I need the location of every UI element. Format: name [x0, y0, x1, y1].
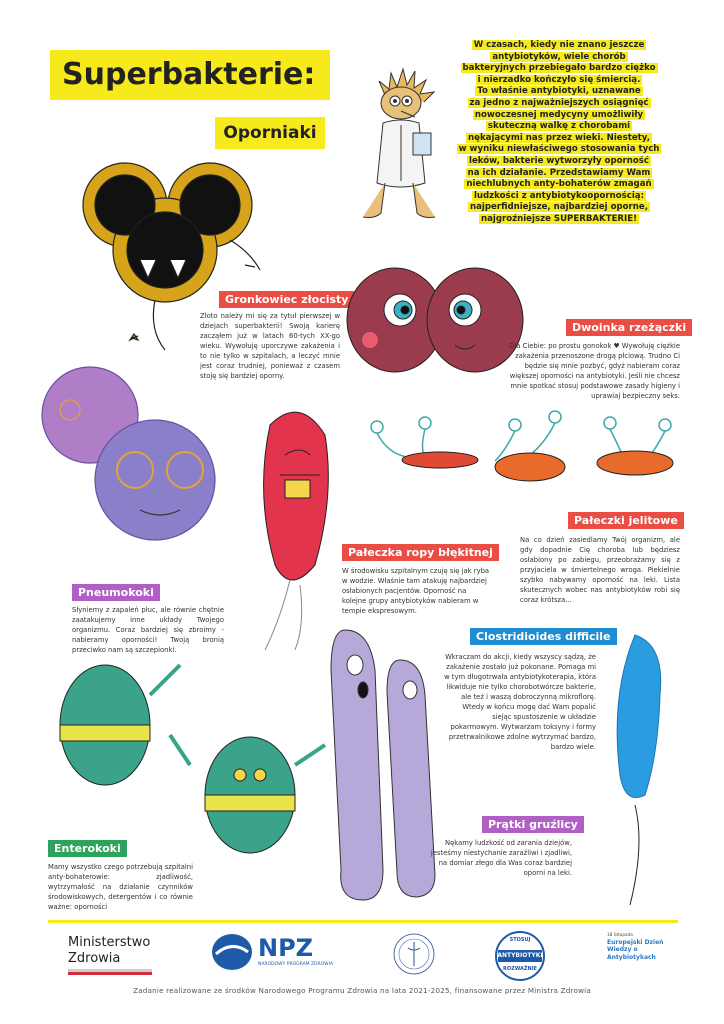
- paleczki-jelitowe-text: Na co dzień zasiedlamy Twój organizm, ale gdy dopadnie Cię choroba lub będziesz osłabiony po zabiegu, przeobrażamy się z przyjaciela w śmiertelnego wroga. Piekielnie szybko nabywamy oporność na leki. Lista skutecznych wobec nas antybiotyków robi się coraz krótsza...: [520, 536, 680, 604]
- footer-divider: [48, 920, 678, 923]
- enterokoki-illustration: [40, 655, 330, 895]
- clostridioides-text: Wkraczam do akcji, kiedy wszyscy sądzą, że zakażenie zostało już pokonane. Pomaga mi w tym długotrwała antybiotykoterapia, która likwiduje nie tylko chorobotwórcze bakterie, ale też i waszą dobroczynną mikroflorę. Wtedy w końcu mogę dać Wam popalić siejąc spustoszenie w układzie pokarmowym. Wytwarzam toksyny i formy przetrwalnikowe zdolne wytrzymać bardzo, bardzo wiele.: [444, 653, 596, 751]
- paleczki-jelitowe-label: Pałeczki jelitowe: [568, 512, 684, 529]
- badge-top-text: STOSUJ: [509, 937, 531, 943]
- scientist-hedgehog-illustration: [355, 55, 445, 225]
- page-title: Superbakterie:: [50, 50, 330, 100]
- ministry-logo-text: [68, 935, 150, 967]
- ministry-line1: Ministerstwo: [68, 935, 151, 950]
- badge-bottom-text: ROZWAŻNIE: [503, 966, 537, 972]
- intro-line: najgroźniejsze SUPERBAKTERIE!: [480, 213, 638, 224]
- dwoinka-text: Dla Ciebie: po prostu gonokok ♥ Wywołuję ciężkie zakażenia przenoszone drogą płciową. Trudno Ci będzie się mnie pozbyć, gdyż nabieram coraz większej oporności na antybiotyki. Jeśli nie chcesz mnie spotkać stosuj podstawowe zasady higieny i uprawiaj bezpieczny seks.: [509, 342, 680, 400]
- paleczka-ropy-text: W środowisku szpitalnym czuję się jak ryba w wodzie. Właśnie tam atakuję najbardziej osłabionych pacjentów. Oporność na kolejne grupy antybiotyków nabieram w tempie ekspresowym.: [342, 567, 490, 615]
- intro-line: skuteczną walkę z chorobami: [487, 121, 631, 132]
- pneumokoki-label: Pneumokoki: [72, 584, 160, 601]
- pratki-label: Prątki gruźlicy: [482, 816, 584, 833]
- gronkowiec-label: Gronkowiec złocisty: [219, 291, 354, 308]
- edaa-logo: [607, 931, 677, 961]
- intro-line: W czasach, kiedy nie znano jeszcze: [473, 40, 645, 50]
- intro-line: nowoczesnej medycyny umożliwiły: [474, 109, 644, 120]
- intro-line: w wyniku niewłaściwego stosowania tych: [458, 144, 660, 155]
- npz-subtitle: NARODOWY PROGRAM ZDROWIA: [258, 962, 334, 967]
- intro-line: antybiotyków, wiele chorób: [492, 51, 626, 62]
- edaa-date: 18 listopada: [607, 932, 633, 937]
- intro-line: bakteryjnych przebiegało bardzo ciężko: [462, 63, 656, 74]
- edaa-name: Europejski Dzień Wiedzy o Antybiotykach: [607, 938, 664, 961]
- intro-line: leków, bakterie wytworzyły oporność: [469, 155, 649, 166]
- clostridioides-label: Clostridioides difficile: [470, 628, 617, 645]
- intro-line: i nierzadko kończyło się śmiercią.: [477, 74, 641, 85]
- intro-line: za jedno z najważniejszych osiągnięć: [469, 97, 649, 108]
- intro-line: To właśnie antybiotyki, uznawane: [477, 86, 641, 97]
- paleczka-ropy-illustration: [240, 395, 360, 655]
- npz-logo-text: NPZ: [258, 934, 314, 962]
- institute-emblem-icon: [392, 932, 436, 976]
- paleczka-ropy-label: Pałeczka ropy błękitnej: [342, 544, 499, 561]
- badge-main-text: ANTYBIOTYKI: [497, 952, 543, 959]
- intro-text: [428, 40, 690, 226]
- funding-footnote: Zadanie realizowane ze środków Narodowego Programu Zdrowia na lata 2021-2025, finansowane przez Ministra Zdrowia: [133, 986, 591, 995]
- npz-logo-icon: [210, 932, 254, 972]
- ministry-line2: Zdrowia: [68, 951, 121, 966]
- intro-line: na ich działanie. Przedstawiamy Wam: [467, 167, 651, 178]
- intro-line: ludzkości z antybiotykoopornością:: [473, 190, 645, 201]
- pratki-text: Nękamy ludzkość od zarania dziejów, jesteśmy niestychanie zaraźliwi i zjadliwi, na domiar złego dla Was coraz bardziej oporni na leki.: [430, 839, 572, 877]
- page-subtitle: Oporniaki: [215, 117, 325, 149]
- intro-line: nękającymi nas przez wieki. Niestety,: [468, 132, 650, 143]
- paleczki-jelitowe-illustration: [365, 405, 695, 505]
- enterokoki-text: Mamy wszystko czego potrzebują szpitalni anty-bohaterowie: zjadliwość, wytrzymałość na działanie czynników środowiskowych, detergentów i co równie ważne: oporności: [48, 863, 193, 911]
- pneumokoki-text: Słyniemy z zapaleń płuc, ale równie chętnie zaatakujemy inne układy Twojego organizmu. Coraz bardziej się zbroimy - nabieramy oporności! Twoją bronią przeciwko nam są szczepionki.: [72, 606, 224, 654]
- ministry-flag-red: [68, 972, 152, 975]
- clostridioides-illustration: [605, 625, 675, 915]
- enterokoki-label: Enterokoki: [48, 840, 127, 857]
- intro-line: najperfidniejsze, najbardziej oporne,: [470, 202, 648, 213]
- intro-line: niechlubnych anty-bohaterów zmagań: [466, 179, 652, 190]
- dwoinka-label: Dwoinka rzeżączki: [566, 319, 692, 336]
- pneumokoki-illustration: [25, 360, 225, 555]
- gronkowiec-text: Złoto należy mi się za tytuł pierwszej w dziejach superbakterii! Swoją karierę zacząłem już w latach 60-tych XX-go wieku. Wywołuję uporczywe zakażenia i to nie tylko w szpitalach, a leczyć mnie jest coraz trudniej, ponieważ z czasem stoję się bardziej oporny.: [200, 312, 340, 380]
